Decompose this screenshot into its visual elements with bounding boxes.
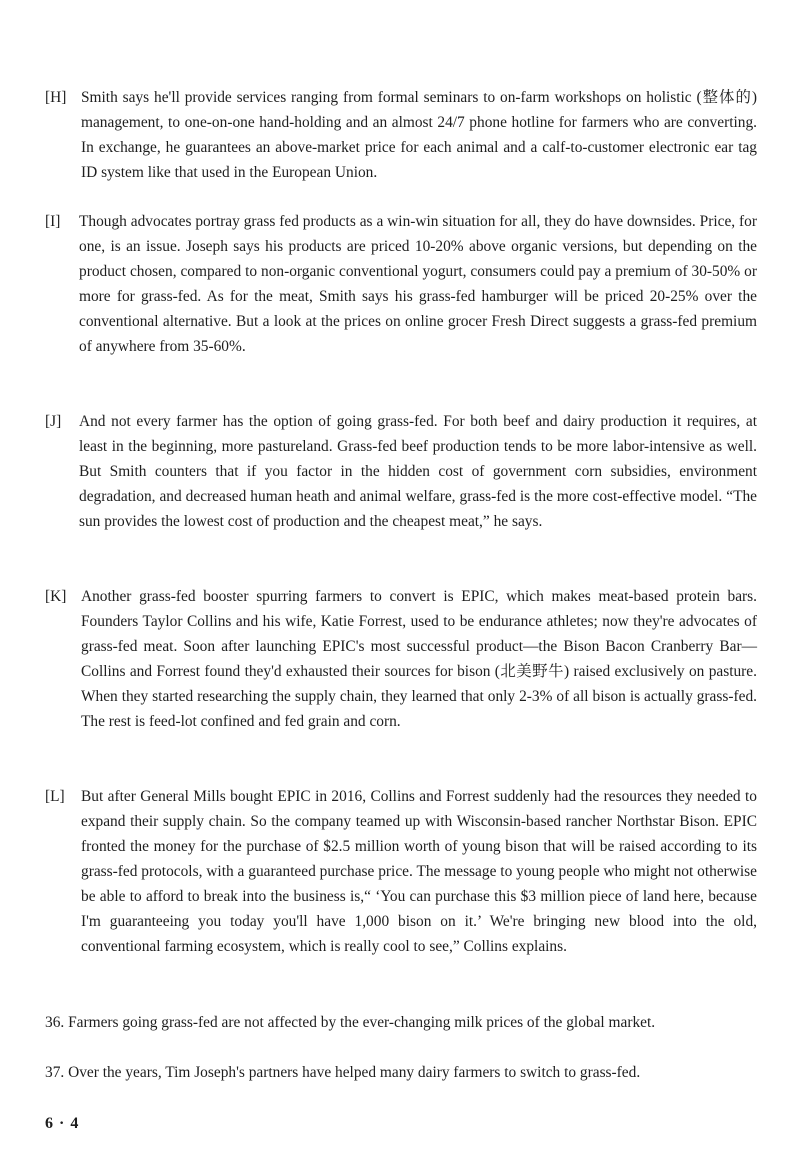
paragraph-text: And not every farmer has the option of going grass-fed. For both beef and dairy production it requires, at least in the beginning, more pastureland. Grass-fed beef production tends to be more labor-intensive as well. But Smith counters that if you factor in the hidden cost of government corn subsidies, environment degradation, and decreased human heath and animal welfare, grass-fed is the more cost-effective model. “The sun provides the lowest cost of production and the cheapest meat,” he says.	[79, 413, 757, 530]
paragraph-label: [I]	[45, 213, 61, 230]
question-37: 37. Over the years, Tim Joseph's partners have helped many dairy farmers to switch to grass-fed.	[45, 1064, 641, 1081]
paragraph-label: [J]	[45, 413, 62, 430]
page-number: 6 · 4	[45, 1115, 80, 1132]
paragraph-label: [H]	[45, 89, 67, 106]
paragraph-j	[45, 409, 757, 534]
paragraph-k	[45, 584, 757, 734]
paragraph-label: [L]	[45, 788, 65, 805]
paragraph-label: [K]	[45, 588, 67, 605]
paragraph-h	[45, 85, 757, 185]
paragraph-text: But after General Mills bought EPIC in 2016, Collins and Forrest suddenly had the resources they needed to expand their supply chain. So the company teamed up with Wisconsin-based rancher Northstar Bison. EPIC fronted the money for the purchase of $2.5 million worth of young bison that will be raised according to its grass-fed protocols, with a guaranteed purchase price. The message to young people who might not otherwise be able to afford to break into the business is,“ ‘You can purchase this $3 million piece of land here, because I'm guaranteeing you today you'll have 1,000 bison on it.’ We're bringing new blood into the old, conventional farming ecosystem, which is really cool to see,” Collins explains.	[81, 788, 757, 955]
paragraph-text: Smith says he'll provide services ranging from formal seminars to on-farm workshops on holistic (整体的) management, to one-on-one hand-holding and an almost 24/7 phone hotline for farmers who are converting. In exchange, he guarantees an above-market price for each animal and a calf-to-customer electronic ear tag ID system like that used in the European Union.	[81, 89, 757, 181]
paragraph-text: Another grass-fed booster spurring farmers to convert is EPIC, which makes meat-based protein bars. Founders Taylor Collins and his wife, Katie Forrest, used to be endurance athletes; now they're advocates of grass-fed meat. Soon after launching EPIC's most successful product—the Bison Bacon Cranberry Bar—Collins and Forrest found they'd exhausted their sources for bison (北美野牛) raised exclusively on pasture. When they started researching the supply chain, they learned that only 2-3% of all bison is actually grass-fed. The rest is feed-lot confined and fed grain and corn.	[81, 588, 757, 730]
paragraph-text: Though advocates portray grass fed products as a win-win situation for all, they do have downsides. Price, for one, is an issue. Joseph says his products are priced 10-20% above organic versions, but depending on the product chosen, compared to non-organic conventional yogurt, consumers could pay a premium of 30-50% or more for grass-fed. As for the meat, Smith says his grass-fed hamburger will be priced 20-25% over the conventional alternative. But a look at the prices on online grocer Fresh Direct suggests a grass-fed premium of anywhere from 35-60%.	[79, 213, 757, 355]
paragraph-l	[45, 784, 757, 959]
question-36: 36. Farmers going grass-fed are not affected by the ever-changing milk prices of the global market.	[45, 1014, 656, 1031]
paragraph-i	[45, 209, 757, 359]
